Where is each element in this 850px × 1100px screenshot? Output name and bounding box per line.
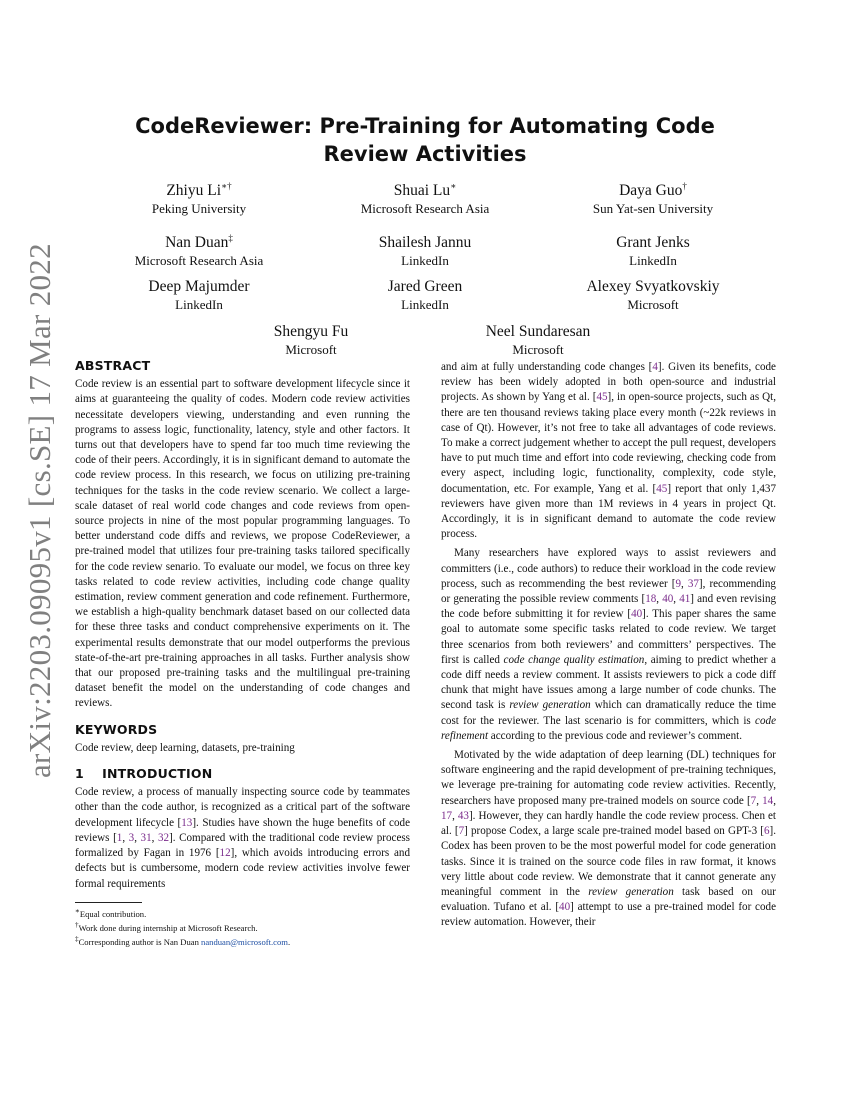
citation-link[interactable]: 40 (559, 901, 571, 914)
citation-link[interactable]: 18 (645, 593, 657, 606)
body-paragraph: and aim at fully understanding code changes [4]. Given its benefits, code review has been widely adopted in both open-source and industrial projects. As shown by Yang et al. [45], in open-source projects, such as Qt, there are ten thousand reviews taking place every month (~22k reviews in case of Qt). However, it’s not free to take all advantages of code reviews. To make a correct judgement whether to accept the pull request, developers have to put much time and effort into code reviewing, checking code from every aspect, including logic, functionality, complexity, code style, documentation, etc. For example, Yang et al. [45] report that only 1,437 reviewers have given more than 1M reviews in 4 years in project Qt. Accordingly, it is in significant demand to automate the code review process. (441, 361, 776, 541)
citation-link[interactable]: 4 (652, 361, 658, 373)
author-block (79, 273, 319, 313)
author-block (79, 177, 319, 217)
abstract-text: Code review is an essential part to software development lifecycle since it aims at guaranteeing the quality of codes. Modern code review activities necessitate developers viewing, understanding and even running the programs to assess logic, functionality, latency, style and other factors. It turns out that developers have to spend far too much time reviewing the code of their peers. Accordingly, it is in significant demand to automate the code review process. In this research, we focus on utilizing pre-training techniques for the tasks in the code review scenario. We collect a large-scale dataset of real world code changes and code reviews from open-source projects in nine of the most popular programming languages. To better understand code diffs and reviews, we propose CodeReviewer, a pre-trained model that utilizes four pre-training tasks tailored specifically for the code review senario. To evaluate our model, we focus on three key tasks related to code review activities, including code change quality estimation, review comment generation and code refinement. Furthermore, we establish a high-quality benchmark dataset based on our collected data for these three tasks and conduct comprehensive experiments on it. The experimental results demonstrate that our model outperforms the previous state-of-the-art pre-training approaches in all tasks. Further analysis show that our proposed pre-training tasks and the multilingual pre-training dataset benefit the model on the understanding of code changes and reviews. (75, 378, 410, 710)
citation-link[interactable]: 40 (662, 593, 674, 606)
author-affiliation: Microsoft Research Asia (360, 201, 490, 217)
author-block (418, 318, 658, 358)
citation-link[interactable]: 7 (750, 794, 757, 807)
citation-link[interactable]: 32 (157, 831, 170, 844)
author-affiliation: LinkedIn (401, 297, 449, 313)
author-block (305, 229, 545, 269)
author-marks: ‡ (228, 233, 233, 243)
body-paragraph: Motivated by the wide adaptation of deep learning (DL) techniques for software engineering and the rapid development of pre-training techniques, we leverage pre-training for automating code review activities. Recently, researchers have proposed many pre-trained models on source code [7, 14, 17, 43]. However, they can hardly handle the code review process. Chen et al. [7] propose Codex, a large scale pre-trained model based on GPT-3 [6]. Codex has been proven to be the most powerful model for code generation tasks. Since it is trained on the source code files in raw format, it knows very little about code review. We demonstrate that it cannot generate any meaningful comment in the review generation task based on our evaluation. Tufano et al. [40] attempt to use a pre-trained model for code review automation. However, their (441, 749, 777, 929)
left-column (75, 358, 410, 949)
citation-link[interactable]: 17 (441, 809, 453, 822)
right-column (441, 360, 776, 931)
author-block (305, 273, 545, 313)
author-name: Zhiyu Li (166, 182, 222, 200)
email-link[interactable]: nanduan@microsoft.com (201, 937, 288, 948)
author-affiliation: Microsoft (627, 297, 679, 313)
keywords-text: Code review, deep learning, datasets, pre-training (75, 741, 295, 754)
footnote-rule (75, 902, 142, 903)
citation-link[interactable]: 13 (181, 816, 193, 829)
author-block (305, 177, 545, 217)
author-affiliation: LinkedIn (629, 253, 677, 269)
keywords-heading: KEYWORDS (75, 721, 158, 737)
citation-link[interactable]: 41 (679, 593, 691, 606)
author-affiliation: Microsoft (285, 342, 337, 358)
author-name: Deep Majumder (148, 278, 250, 296)
author-affiliation: LinkedIn (175, 297, 223, 313)
author-block (79, 229, 319, 269)
author-name: Daya Guo (619, 182, 683, 200)
intro-paragraph: Code review, a process of manually inspecting source code by teammates other than the code author, is recognized as a critical part of the software development lifecycle [13]. Studies have shown the huge benefits of code reviews [1, 3, 31, 32]. Compared with the traditional code review process formalized by Fagan in 1976 [12], which avoids introducing errors and defects but is cumbersome, modern code review activities involve fewer formal requirements (75, 786, 411, 890)
author-block (533, 273, 773, 313)
citation-link[interactable]: 3 (128, 831, 135, 844)
intro-heading: 1 INTRODUCTION (75, 766, 213, 782)
citation-link[interactable]: 43 (457, 809, 469, 822)
citation-link[interactable]: 1 (116, 831, 123, 844)
paper-title: CodeReviewer: Pre-Training for Automating Code Review Activities (135, 114, 715, 166)
citation-link[interactable]: 14 (762, 794, 774, 807)
author-name: Shuai Lu (393, 182, 451, 200)
abstract-heading: ABSTRACT (75, 358, 151, 373)
citation-link[interactable]: 12 (219, 847, 231, 860)
author-name: Jared Green (387, 278, 463, 296)
author-name: Shailesh Jannu (378, 234, 472, 252)
author-block (533, 177, 773, 217)
author-affiliation: Microsoft (512, 342, 564, 358)
author-affiliation: LinkedIn (401, 253, 449, 269)
author-affiliation: Microsoft Research Asia (134, 253, 264, 269)
author-name: Grant Jenks (616, 234, 690, 252)
author-block (533, 229, 773, 269)
author-name: Nan Duan (165, 234, 229, 252)
author-marks: † (682, 181, 687, 191)
footnote: ∗Equal contribution. (75, 906, 147, 919)
footnote: ‡Corresponding author is Nan Duan nanduan@microsoft.com. (75, 935, 291, 948)
citation-link[interactable]: 6 (763, 825, 770, 838)
footnote: †Work done during internship at Microsoft Research. (75, 921, 258, 933)
citation-link[interactable]: 9 (675, 577, 681, 590)
author-name: Neel Sundaresan (485, 323, 591, 341)
author-name: Shengyu Fu (273, 323, 349, 341)
citation-link[interactable]: 40 (631, 608, 643, 621)
arxiv-stamp: arXiv:2203.09095v1 [cs.SE] 17 Mar 2022 (22, 243, 57, 778)
author-affiliation: Peking University (151, 201, 247, 217)
author-name: Alexey Svyatkovskiy (586, 278, 720, 296)
citation-link[interactable]: 45 (596, 391, 608, 404)
citation-link[interactable]: 7 (458, 825, 465, 838)
author-affiliation: Sun Yat-sen University (592, 201, 714, 217)
citation-link[interactable]: 31 (140, 831, 152, 844)
author-marks: ∗† (221, 181, 232, 191)
citation-link[interactable]: 45 (656, 482, 668, 495)
citation-link[interactable]: 37 (687, 577, 699, 590)
author-block (191, 318, 431, 358)
body-paragraph: Many researchers have explored ways to assist reviewers and committers (i.e., code authors) to reduce their workload in the code review process, such as recommending the best reviewer [9, 37], recommending or generating the possible review comments [18, 40, 41] and even revising the code before submitting it for review [40]. This paper shares the same goal to automate some specific tasks related to code review. We target three scenarios from both reviewers’ and committers’ perspectives. The first is called code change quality estimation, aiming to predict whether a code diff needs a review comment. It assists reviewers to pick a code diff chunk that might have issues among a large number of code chunks. The second task is review generation which can dramatically reduce the time cost for the reviewer. The last scenario is for committers, which is code refinement according to the previous code and reviewer’s comment. (441, 547, 777, 742)
author-marks: ∗ (450, 181, 457, 191)
